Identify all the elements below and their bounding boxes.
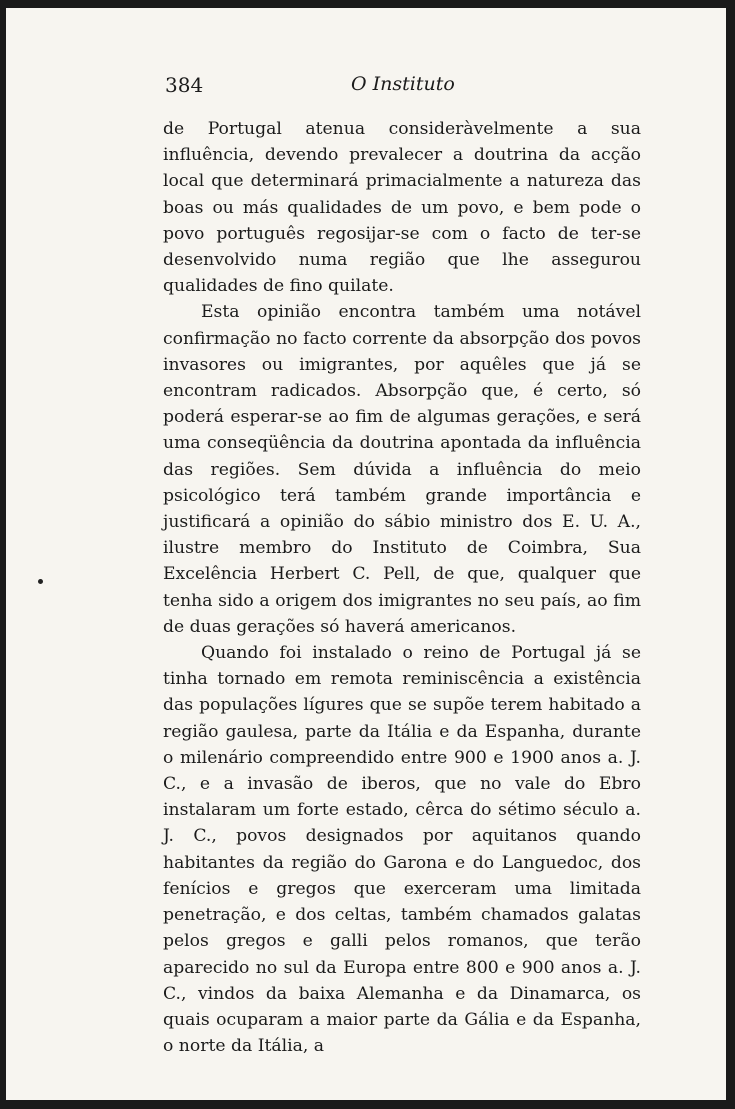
page-header [6,8,726,38]
ink-speck [38,579,43,584]
paragraph-continuation: de Portugal atenua consideràvelmente a sua influência, devendo prevalecer a doutrina da acção local que determinará primacialmente a natureza das boas ou más qualidades de um povo, e bem pode o povo português regosijar-se com o facto de ter-se desenvolvido numa região que lhe assegurou qualidades de fino quilate. [163,119,641,297]
body-text [163,116,641,1059]
book-page [6,8,726,1100]
paragraph: Quando foi instalado o reino de Portugal já se tinha tornado em remota reminiscência a existência das populações lígures que se supõe terem habitado a região gaulesa, parte da Itália e da Espanha, durante o milenário compreendido entre 900 e 1900 anos a. J. C., e a invasão de iberos, que no vale do Ebro instalaram um forte estado, cêrca do sétimo século a. J. C., povos designados por aquitanos quando habitantes da região do Garona e do Languedoc, dos fenícios e gregos que exerceram uma limitada penetração, e dos celtas, também chamados galatas pelos gregos e galli pelos romanos, que terão aparecido no sul da Europa entre 800 e 900 anos a. J. C., vindos da baixa Alemanha e da Dinamarca, os quais ocuparam a maior parte da Gália e da Espanha, o norte da Itália, a [163,643,641,1057]
paragraph: Esta opinião encontra também uma notável confirmação no facto corrente da absorpção dos povos invasores ou imigrantes, por aquêles que já se encontram radicados. Absorpção que, é certo, só poderá esperar-se ao fim de algumas gerações, e será uma conseqüência da doutrina apontada da influência das regiões. Sem dúvida a influência do meio psicológico terá também grande importância e justificará a opinião do sábio ministro dos E. U. A., ilustre membro do Instituto de Coimbra, Sua Excelência Herbert C. Pell, de que, qualquer que tenha sido a origem dos imigrantes no seu país, ao fim de duas gerações só haverá americanos. [163,302,641,637]
running-head: O Instituto [351,73,455,95]
page-number: 384 [165,73,204,97]
